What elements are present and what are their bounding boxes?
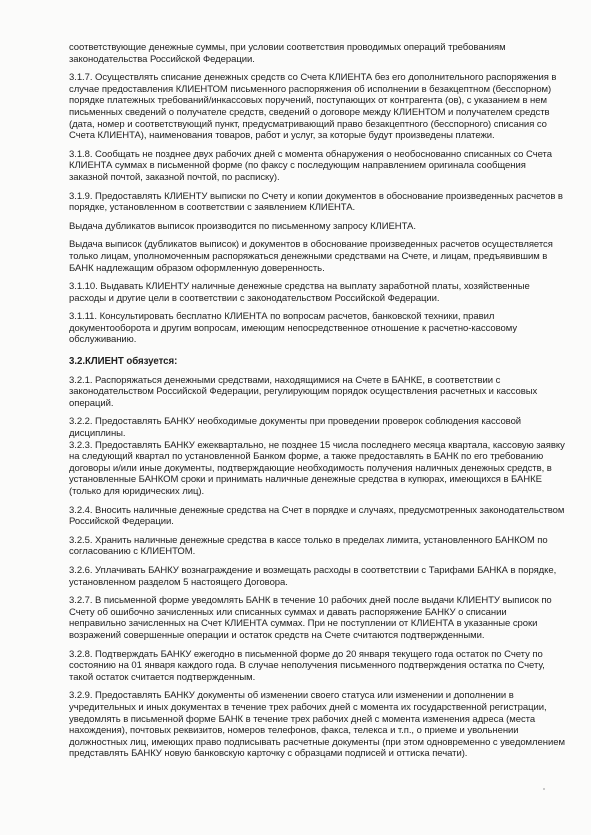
paragraph-3-2-4: 3.2.4. Вносить наличные денежные средства на Счет в порядке и случаях, предусмотренных законодательством Российской Федерации. [69,504,565,528]
paragraph-continuation: соответствующие денежные суммы, при условии соответствия проводимых операций требованиям законодательства Российской Федерации. [69,42,506,65]
paragraph-3-2-8: 3.2.8. Подтверждать БАНКУ ежегодно в письменной форме до 20 января текущего года остаток по Счету по состоянию на 01 января каждого года. В случае неполучения письменного подтверждения остатка по Счету, такой остаток считается подтвержденным. [69,648,545,683]
paragraph-statements: Выдача выписок (дубликатов выписок) и документов в обоснование произведенных расчетов осуществляется только лицам, уполномоченным распоряжаться денежными средствами на Счете, и лицам, предъявившим в БАНК надлежащим образом оформленную доверенность. [69,239,553,274]
paragraph-3-2-1: 3.2.1. Распоряжаться денежными средствами, находящимися на Счете в БАНКЕ, в соответствии с законодательством Российской Федерации, регулирующим порядок осуществления расчетных и кассовых операций. [69,374,538,409]
paragraph-3-1-10: 3.1.10. Выдавать КЛИЕНТУ наличные денежные средства на выплату заработной платы, хозяйственные расходы и другие цели в соответствии с законодательством Российской Федерации. [69,281,530,304]
paragraph-3-1-7: 3.1.7. Осуществлять списание денежных средств со Счета КЛИЕНТА без его дополнительного распоряжения в случае предоставления КЛИЕНТОМ письменного распоряжения об исполнении в безакцептном (бесспорном) порядке платежных требований/инкассовых поручений, поступающих от контрагента (ов), с указанием в нем письменных сведений о получателе средств, сведений о договоре между КЛИЕНТОМ и получателем средств (дата, номер и соответствующий пункт, предусматривающий право безакцептного (бесспорного) списания со Счета КЛИЕНТА), наименования товаров, работ и услуг, за которые будут произведены платежи. [69,72,557,142]
paragraph-3-1-9: 3.1.9. Предоставлять КЛИЕНТУ выписки по Счету и копии документов в обоснование произведенных расчетов в порядке, установленном в соответствии с заявлением КЛИЕНТА. [69,190,563,214]
paragraph-3-1-8: 3.1.8. Сообщать не позднее двух рабочих дней с момента обнаружения о необоснованно списанных со Счета КЛИЕНТА суммах в письменной форме (по факсу с последующим направлением оригинала сообщения заказной почтой, заказной почтой, по расписку). [69,148,552,183]
paragraph-3-2-7: 3.2.7. В письменной форме уведомлять БАНК в течение 10 рабочих дней после выдачи КЛИЕНТУ выписок по Счету об ошибочно зачисленных или списанных суммах и давать распоряжение БАНКУ о списании неправильно зачисленных на Счет КЛИЕНТА суммах. При не поступлении от КЛИЕНТА в указанные сроки возражений совершенные операции и остаток средств на Счете считаются подтвержденными. [69,595,552,641]
scan-speck [543,788,545,790]
paragraph-3-1-11: 3.1.11. Консультировать бесплатно КЛИЕНТА по вопросам расчетов, банковской техники, правил документооборота и другим вопросам, имеющим непосредственное отношение к расчетно-кассовому обслуживанию. [69,311,518,346]
paragraph-duplicates: Выдача дубликатов выписок производится по письменному запросу КЛИЕНТА. [69,220,416,232]
paragraph-3-2-5: 3.2.5. Хранить наличные денежные средства в кассе только в пределах лимита, установленного БАНКОМ по согласованию с КЛИЕНТОМ. [69,534,548,558]
paragraph-3-2-9: 3.2.9. Предоставлять БАНКУ документы об изменении своего статуса или изменении и дополнении в учредительных и иных документах в течение трех рабочих дней с момента их государственной регистрации, уведомлять в письменной форме БАНК в течение трех рабочих дней с момента изменения адреса (места нахождения), почтовых реквизитов, номеров телефонов, факса, телекса и т.п., о приеме и увольнении должностных лиц, имеющих право подписывать расчетные документы (при этом одновременно с уведомлением представлять БАНКУ новую банковскую карточку с образцами подписей и оттиска печати). [69,690,565,760]
section-heading: 3.2.КЛИЕНТ обязуется: [69,356,178,368]
paragraph-3-2-2: 3.2.2. Предоставлять БАНКУ необходимые документы при проведении проверок соблюдения кассовой дисциплины. [69,416,522,440]
paragraph-3-2-6: 3.2.6. Уплачивать БАНКУ вознаграждение и возмещать расходы в соответствии с Тарифами БАНКА в порядке, установленном разделом 5 настоящего Договора. [69,564,557,588]
paragraph-3-2-3: 3.2.3. Предоставлять БАНКУ ежеквартально, не позднее 15 числа последнего месяца квартала, кассовую заявку на следующий квартал по установленной Банком форме, а также предоставлять в БАНК по его требованию договоры и/или иные документы, подтверждающие необходимость получения наличных денежных средств, в установленные БАНКОМ сроки и принимать наличные денежные средства в купюрах, имеющихся в БАНКЕ (только для юридических лиц). [69,439,565,497]
